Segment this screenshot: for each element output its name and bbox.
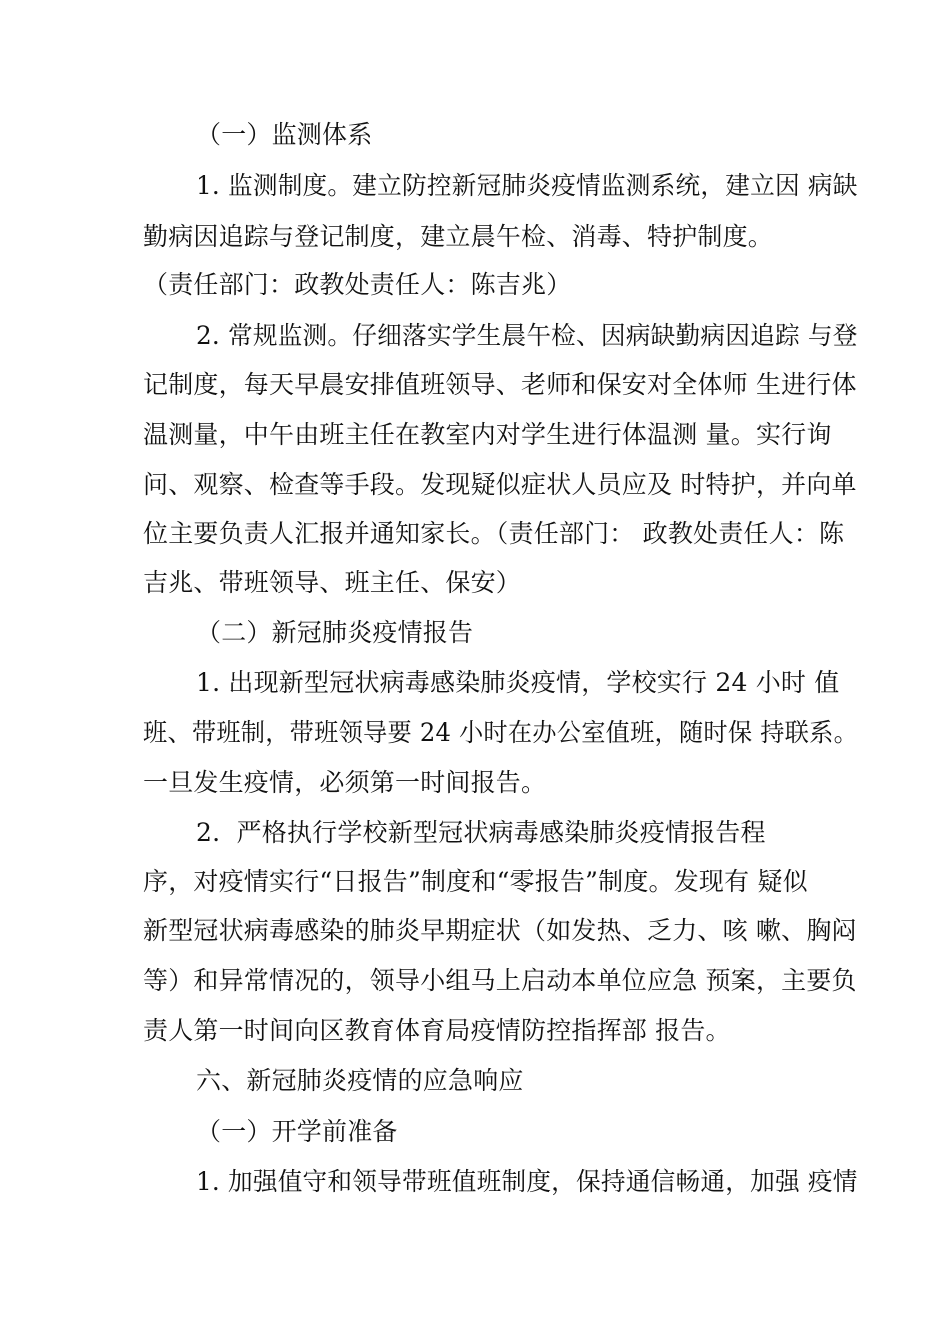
paragraph-line: 等）和异常情况的，领导小组马上启动本单位应急 预案，主要负 — [143, 966, 857, 995]
paragraph-line: 2. 严格执行学校新型冠状病毒感染肺炎疫情报告程 — [196, 818, 766, 847]
paragraph-line: 1. 监测制度。建立防控新冠肺炎疫情监测系统，建立因 病缺 — [196, 171, 858, 200]
paragraph-line: 1. 加强值守和领导带班值班制度，保持通信畅通，加强 疫情 — [196, 1167, 858, 1196]
chapter-heading-emergency-response: 六、新冠肺炎疫情的应急响应 — [196, 1066, 524, 1095]
paragraph-line: 问、观察、检查等手段。发现疑似症状人员应及 时特护，并向单 — [143, 470, 857, 499]
paragraph-line: 吉兆、带班领导、班主任、保安） — [143, 568, 522, 597]
section-heading-monitoring-system: （一）监测体系 — [196, 120, 373, 149]
paragraph-line: 记制度，每天早晨安排值班领导、老师和保安对全体师 生进行体 — [143, 370, 857, 399]
section-heading-epidemic-report: （二）新冠肺炎疫情报告 — [196, 618, 474, 647]
paragraph-line: 1. 出现新型冠状病毒感染肺炎疫情，学校实行 24 小时 值 — [196, 668, 840, 697]
paragraph-line: 新型冠状病毒感染的肺炎早期症状（如发热、乏力、咳 嗽、胸闷 — [143, 916, 857, 945]
paragraph-line: 勤病因追踪与登记制度，建立晨午检、消毒、特护制度。 — [143, 222, 774, 251]
paragraph-line: （责任部门：政教处责任人：陈吉兆） — [143, 270, 572, 299]
paragraph-line: 2. 常规监测。仔细落实学生晨午检、因病缺勤病因追踪 与登 — [196, 321, 858, 350]
paragraph-line: 责人第一时间向区教育体育局疫情防控指挥部 报告。 — [143, 1016, 731, 1045]
paragraph-line: 一旦发生疫情，必须第一时间报告。 — [143, 768, 547, 797]
paragraph-line: 序，对疫情实行“日报告”制度和“零报告”制度。发现有 疑似 — [143, 867, 808, 896]
paragraph-line: 位主要负责人汇报并通知家长。（责任部门： 政教处责任人：陈 — [143, 519, 845, 548]
section-heading-pre-school-preparation: （一）开学前准备 — [196, 1117, 398, 1146]
paragraph-line: 温测量，中午由班主任在教室内对学生进行体温测 量。实行询 — [143, 420, 832, 449]
paragraph-line: 班、带班制，带班领导要 24 小时在办公室值班，随时保 持联系。 — [143, 718, 859, 747]
